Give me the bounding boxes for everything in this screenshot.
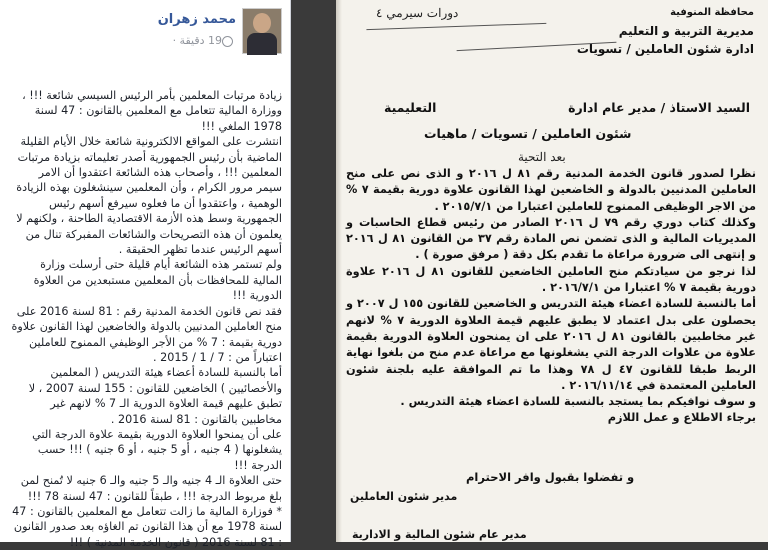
signature-label: مدير شئون العاملين	[350, 490, 458, 503]
signature-bottom-label: مدير عام شئون المالية و الادارية	[352, 528, 527, 541]
document-paragraph: وكذلك كتاب دوري رقم ٧٩ ل ٢٠١٦ الصادر من رئيس قطاع الحاسبات و المديريات المالية و الذى تضمن نص المادة رقم ٣٧ من القانون ٨١ ل ٢٠١٦ و إنتهى الى ضرورة مراعاة ما تقدم بكل دقة ( مرفق صورة ) .	[346, 215, 757, 262]
post-paragraph: زيادة مرتبات المعلمين بأمر الرئيس السيسي شائعة !!! ، ووزارة المالية تتعامل مع المعلمين بالقانون : 47 لسنة 1978 الملغي !!!	[22, 89, 282, 133]
handwritten-note-top: دورات سيرمي ٤	[376, 6, 459, 20]
document-paragraph: و سوف نوافيكم بما يستجد بالنسبة للسادة اعضاء هيئة التدريس .	[400, 395, 756, 409]
facebook-post	[0, 0, 291, 549]
post-paragraph: * فوزارة المالية ما زالت تتعامل مع المعلمين بالقانون : 47 لسنة 1978 مع أن هذا القانون تم الغاؤه بعد صدور القانون : 81 لسنة 2016 ( قانون الخدمة المدنية ) !!!	[12, 504, 282, 549]
scanned-document[interactable]	[336, 0, 768, 542]
author-name[interactable]: محمد زهران	[157, 12, 236, 27]
post-paragraph: على أن يمنحوا العلاوة الدورية بقيمة علاوة الدرجة التي يشغلونها ( 4 جنيه ، أو 5 جنيه ، أو 6 جنيه ) !!! حسب الدرجة !!!	[32, 427, 282, 472]
post-paragraph: فقد نص قانون الخدمة المدنية رقم : 81 لسنة 2016 على منح العاملين المدنيين بالدولة والخاضعين لهذا القانون علاوة دورية بقيمة : 7 % من الأجر الوظيفي الممنوح للعاملين اعتباراً من : 7 / 1 / 2015 .	[11, 304, 282, 364]
document-paragraph: لذا نرجو من سيادتكم منح العاملين الخاضعين للقانون ٨١ ل ٢٠١٦ علاوة دورية بقيمة ٧ % اعتبارا من ٢٠١٦/٧/١ .	[346, 264, 757, 295]
post-paragraph: حتى العلاوة الـ 4 جنيه والـ 5 جنيه والـ 6 جنيه لا تُمنح لمن بلغ مربوط الدرجة !!! ، طبقاً للقانون : 47 لسنة 78 !!!	[20, 474, 282, 503]
avatar-body-shape	[247, 33, 277, 55]
post-paragraph: انتشرت على المواقع الالكترونية شائعة خلال الأيام القليلة الماضية بأن رئيس الجمهورية أصدر تعليماته بزيادة مرتبات المعلمين !!! ، وأصحاب هذه الشائعة اعتقدوا أن الامر سيمر مرور الكرام ، وأن المعلمين سينشغلون بهذه الزيادة الوهمية ، واعتقدوا أن ما فعلوه سيرفع أسهم رئيس الجمهورية وسط هذه الأزمة الاقتصادية الطاحنة ، ولكنهم لا يعلمون أن هذه التصريحات والشائعات المفبركة تنال من أسهم الرئيس عندما تظهر الحقيقة .	[16, 135, 282, 257]
closing-line: و تفضلوا بقبول وافر الاحترام	[466, 470, 635, 484]
post-paragraph: أما بالنسبة للسادة أعضاء هيئة التدريس ( المعلمين والأخصائيين ) الخاضعين للقانون : 155 لسنة 2007 ، لا تطبق عليهم قيمة العلاوة الدورية الـ 7 % لانهم غير مخاطبين بالقانون : 81 لسنة 2016 .	[28, 366, 282, 426]
department-line: شئون العاملين / تسويات / ماهيات	[424, 126, 632, 141]
document-paragraph: نظرا لصدور قانون الخدمة المدنية رقم ٨١ ل ٢٠١٦ و الذى نص على منح العاملين المدنيين بالدولة و الخاضعين لهذا القانون علاوة دورية بقيمة ٧ % من الاجر الوظيفى الممنوح للعاملين اعتبارا من ٢٠١٥/٧/١ .	[346, 167, 756, 213]
post-header	[12, 8, 282, 54]
post-time[interactable]: 19 دقيقة ·	[172, 34, 222, 47]
document-paragraph: برجاء الاطلاع و عمل اللازم	[607, 411, 756, 425]
document-body	[346, 166, 756, 427]
post-paragraph: ولم تستمر هذه الشائعة أيام قليلة حتى أرسلت وزارة المالية للمحافظات بأن المعلمين مستبعدين من العلاوة الدورية !!!	[33, 258, 282, 303]
post-meta	[173, 34, 236, 47]
avatar-head-shape	[253, 13, 271, 33]
addressee-line: السيد الاستاذ / مدير عام ادارة	[568, 100, 750, 115]
letterhead-line: محافظة المنوفية	[670, 7, 754, 18]
globe-icon	[222, 36, 233, 47]
signature-area	[346, 470, 766, 542]
greeting: بعد التحية	[518, 150, 566, 164]
document-edge-shadow	[336, 0, 342, 542]
addressee-suffix: التعليمية	[384, 100, 437, 115]
avatar[interactable]	[242, 8, 282, 54]
letterhead-line: مديرية التربية و التعليم	[618, 24, 754, 38]
document-paragraph: أما بالنسبة للسادة اعضاء هيئة التدريس و الخاضعين للقانون ١٥٥ ل ٢٠٠٧ و يحصلون على بدل اعتماد لا يطبق عليهم قيمة العلاوة الدورية ٧ % لانهم غير مخاطبين بالقانون ٨١ ل ٢٠١٦ على ان يمنحون العلاوة الدورية بقيمة علاوة من علاوات الدرجة التي يشغلونها مع مراعاة عدم منح من بلغوا نهاية الربط طبقا للقانون ٤٧ ل ٧٨ وهذا ما تم الموافقة عليه بلجنة شئون العاملين المعتمدة في ٢٠١٦/١١/١٤ .	[346, 297, 756, 392]
letterhead-line: ادارة شئون العاملين / تسويات	[576, 42, 754, 56]
post-text	[10, 88, 282, 550]
